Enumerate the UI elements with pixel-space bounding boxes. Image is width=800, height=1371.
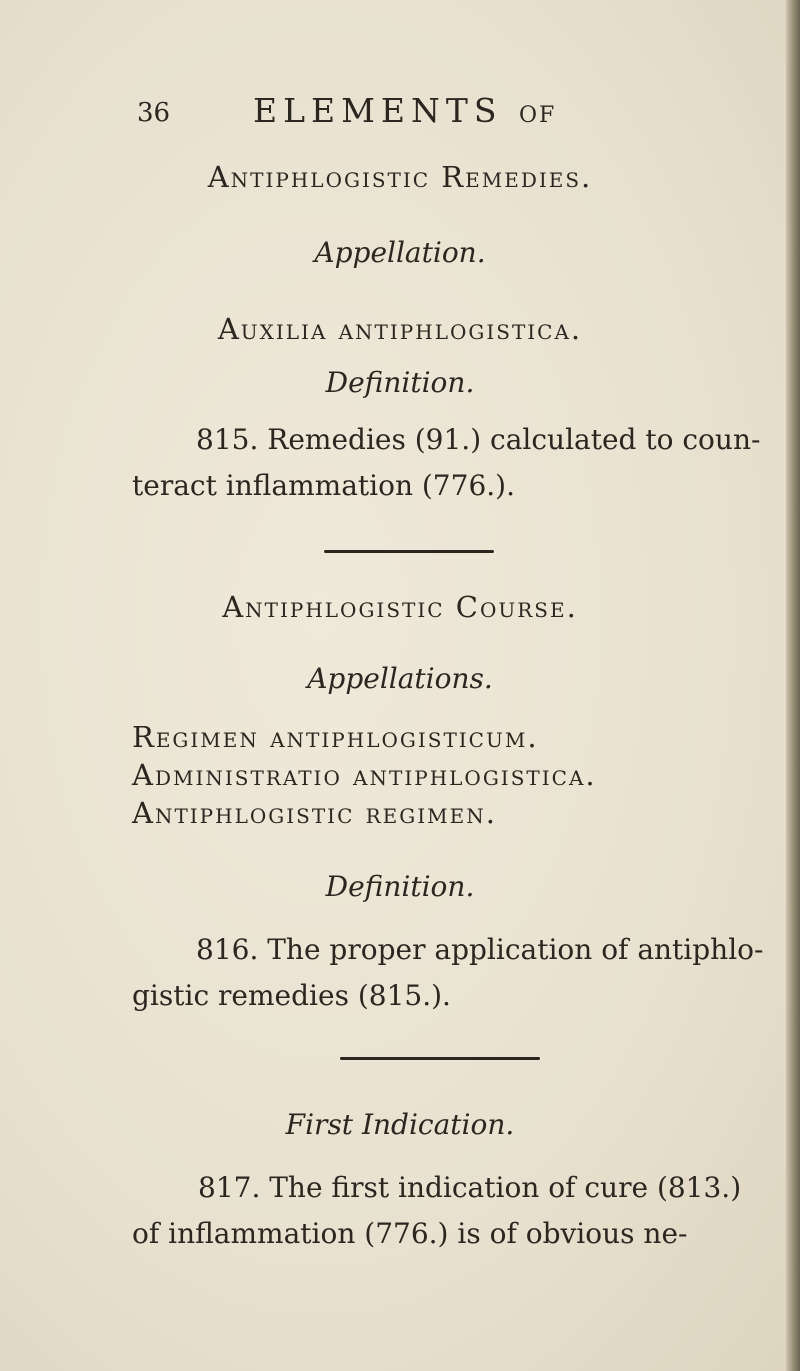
paragraph-815-line1 <box>196 420 760 460</box>
paragraph-text: The proper application of antiphlo- <box>267 933 764 966</box>
appellation-line-3: Antiphlogistic regimen. <box>132 796 497 830</box>
paragraph-text: Remedies (91.) calculated to coun- <box>267 423 761 456</box>
running-header <box>253 91 556 130</box>
paragraph-number: 817. <box>198 1171 261 1204</box>
running-suffix: OF <box>518 103 557 128</box>
paragraph-816-line2: gistic remedies (815.). <box>132 979 451 1012</box>
appellation-line-1: Regimen antiphlogisticum. <box>132 720 539 754</box>
paragraph-816-line1 <box>196 930 763 970</box>
paragraph-text: The first indication of cure (813.) <box>269 1171 742 1204</box>
paragraph-number: 816. <box>196 933 259 966</box>
paragraph-817-line1 <box>198 1168 741 1208</box>
paragraph-817-line2: of inflammation (776.) is of obvious ne- <box>132 1217 688 1250</box>
first-indication-heading: First Indication. <box>285 1108 515 1141</box>
running-title: ELEMENTS <box>253 91 503 130</box>
paragraph-number: 815. <box>196 423 259 456</box>
appellation-heading: Appellation. <box>314 236 486 269</box>
definition-heading: Definition. <box>325 870 475 903</box>
definition-heading: Definition. <box>325 366 475 399</box>
page-number: 36 <box>137 98 171 128</box>
appellation-line-2: Administratio antiphlogistica. <box>132 758 597 792</box>
section-divider <box>340 1057 540 1060</box>
section-divider <box>324 550 494 553</box>
paragraph-815-line2: teract inflammation (776.). <box>132 469 515 502</box>
appellations-heading: Appellations. <box>307 662 493 695</box>
section-title-course: Antiphlogistic Course. <box>222 590 578 624</box>
appellation-latin: Auxilia antiphlogistica. <box>217 312 583 346</box>
section-title-remedies: Antiphlogistic Remedies. <box>207 160 593 194</box>
